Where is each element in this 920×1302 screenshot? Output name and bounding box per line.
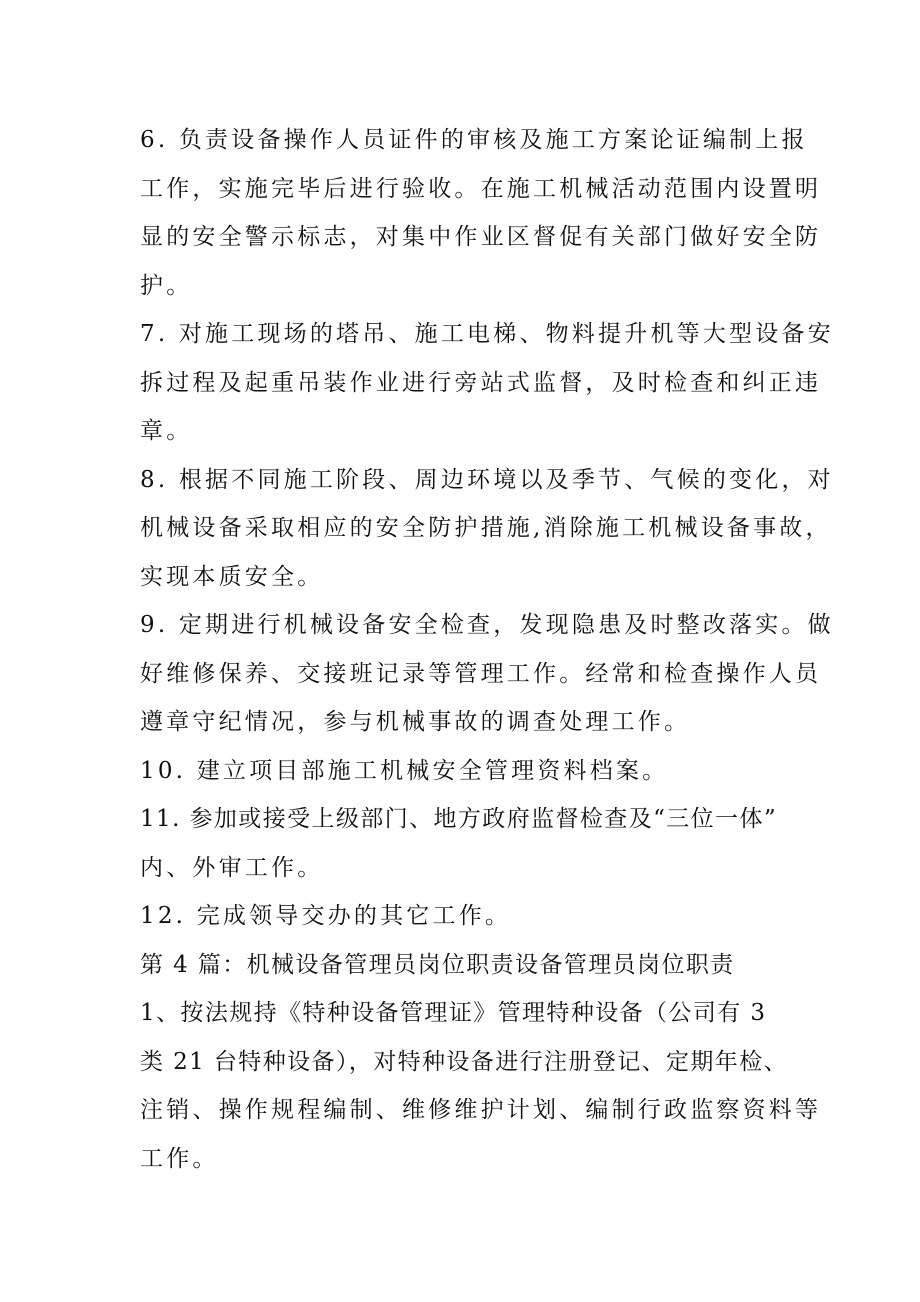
text-line: 章。 [140,418,193,444]
text-line: 8. 根据不同施工阶段、周边环境以及季节、气候的变化，对 [140,466,834,493]
text-line: 遵章守纪情况，参与机械事故的调查处理工作。 [140,709,691,735]
document-body [140,116,834,1183]
text-line: 10. 建立项目部施工机械安全管理资料档案。 [140,757,669,784]
text-line: 护。 [140,272,193,299]
text-line: 注销、操作规程编制、维修维护计划、编制行政监察资料等 [140,1097,822,1123]
text-line: 7. 对施工现场的塔吊、施工电梯、物料提升机等大型设备安 [140,321,834,347]
text-line: 机械设备采取相应的安全防护措施,消除施工机械设备事故， [140,515,832,541]
text-line: 11. 参加或接受上级部门、地方政府监督检查及“三位一体” [140,806,778,832]
text-line: 9. 定期进行机械设备安全检查，发现隐患及时整改落实。做 [140,612,834,638]
text-line: 类 21 台特种设备），对特种设备进行注册登记、定期年检、 [140,1048,788,1075]
section-heading: 第 4 篇：机械设备管理员岗位职责设备管理员岗位职责 [140,951,735,978]
text-line: 好维修保养、交接班记录等管理工作。经常和检查操作人员 [140,660,822,687]
text-line: 内、外审工作。 [140,854,324,881]
text-line: 显的安全警示标志，对集中作业区督促有关部门做好安全防 [140,224,822,250]
text-line: 实现本质安全。 [140,563,324,590]
text-line: 12. 完成领导交办的其它工作。 [140,903,512,929]
text-line: 1、按法规持《特种设备管理证》管理特种设备（公司有 3 [140,1000,767,1026]
text-line: 拆过程及起重吊装作业进行旁站式监督，及时检查和纠正违 [140,369,822,396]
text-line: 6. 负责设备操作人员证件的审核及施工方案论证编制上报 [140,127,808,153]
text-line: 工作，实施完毕后进行验收。在施工机械活动范围内设置明 [140,175,822,202]
text-line: 工作。 [140,1145,219,1172]
